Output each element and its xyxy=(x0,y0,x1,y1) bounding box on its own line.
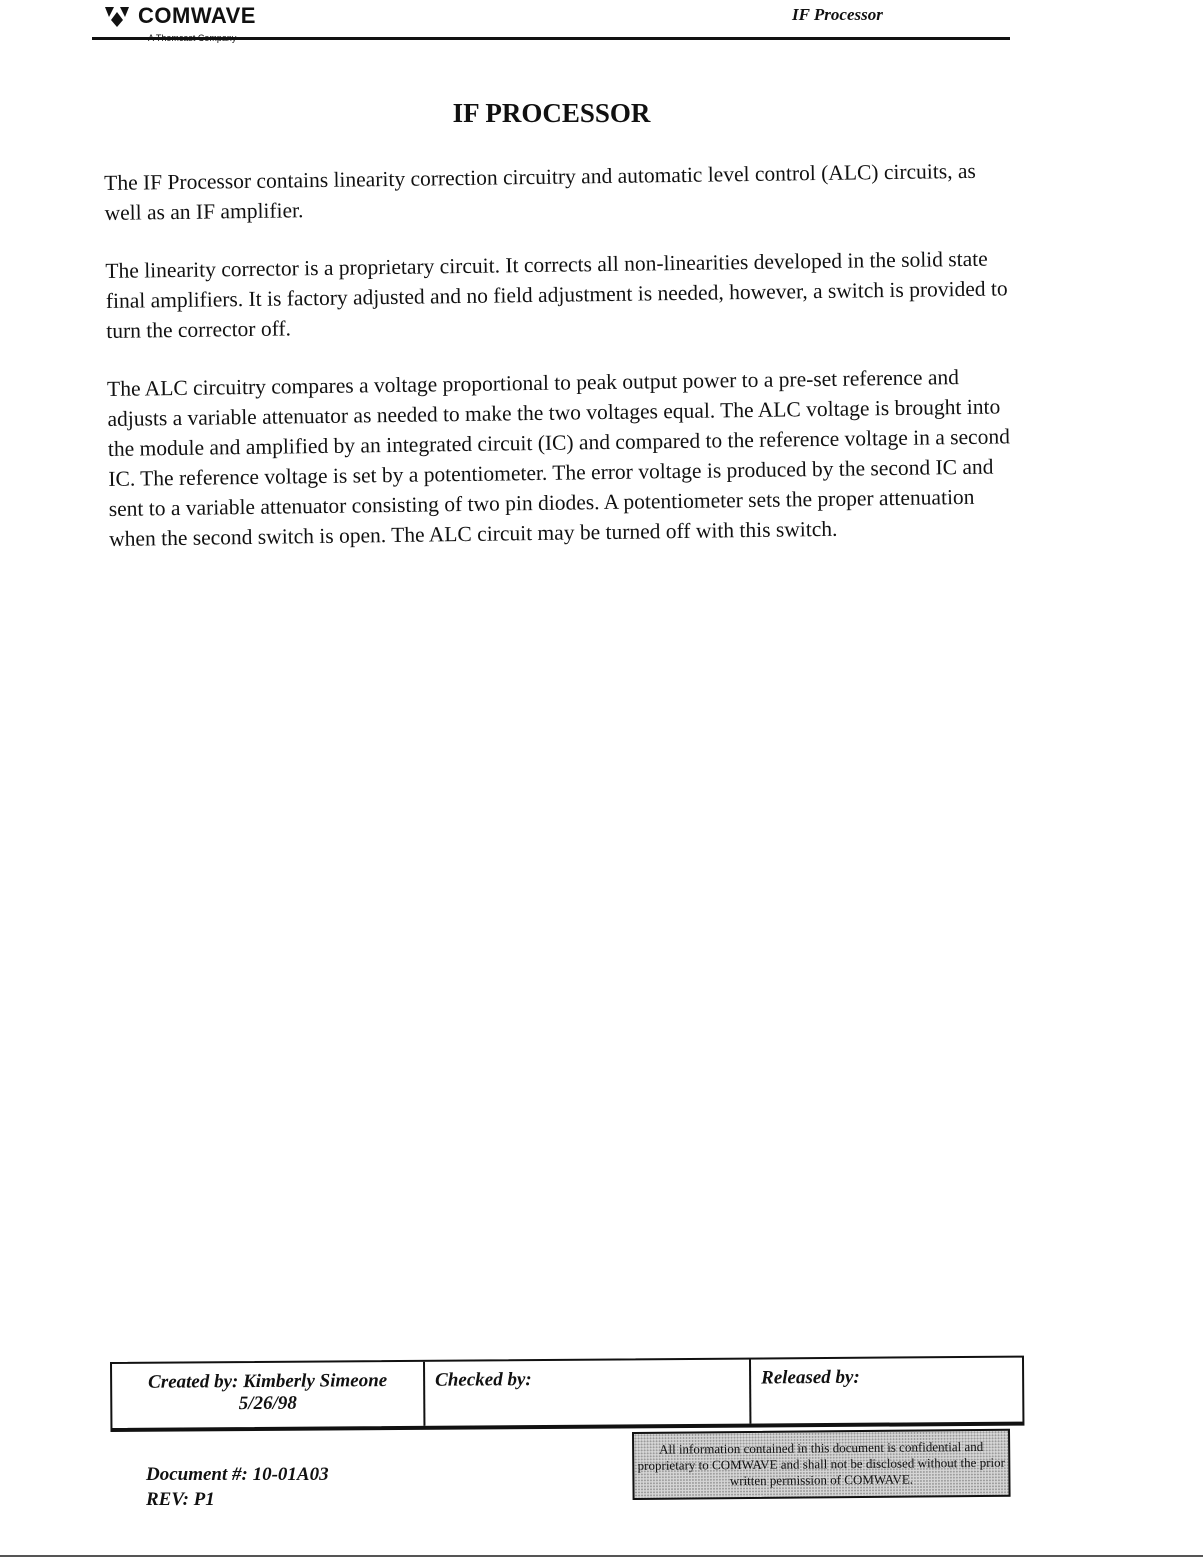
checked-by-cell xyxy=(425,1360,751,1426)
document-info xyxy=(146,1462,329,1512)
page-header xyxy=(92,0,1010,52)
paragraph-alc-circuitry: The ALC circuitry compares a voltage proportional to peak output power to a pre-set reference and adjusts a variable attenuator as needed to make the two voltages equal. The ALC voltage is brought into the module and amplified by an integrated circuit (IC) and compared to the reference voltage in a second IC. The reference voltage is set by a potentiometer. The error voltage is produced by the second IC and sent to a variable attenuator consisting of two pin diodes. A potentiometer sets the proper attenuation when the second switch is open. The ALC circuit may be turned off with this switch. xyxy=(106,365,1011,551)
company-name: COMWAVE xyxy=(138,3,256,28)
released-by-text: Released by: xyxy=(761,1366,860,1389)
signoff-table xyxy=(110,1356,1024,1432)
confidential-notice: All information contained in this document is confidential and proprietary to COMWAVE and shall not be disclosed without the prior written permission of COMWAVE. xyxy=(632,1429,1011,1500)
bottom-divider xyxy=(0,1555,1203,1557)
checked-by-text: Checked by: xyxy=(435,1369,532,1391)
document-number: Document #: 10-01A03 xyxy=(146,1464,329,1485)
page-title: IF PROCESSOR xyxy=(452,98,651,128)
header-section-title: IF Processor xyxy=(792,5,883,24)
header-divider xyxy=(92,37,1010,40)
document-body xyxy=(104,155,1020,582)
company-logo xyxy=(102,3,256,29)
released-by-cell xyxy=(751,1358,1022,1424)
created-date: 5/26/98 xyxy=(238,1392,297,1415)
created-by-text: Created by: Kimberly Simeone xyxy=(148,1370,388,1393)
comwave-logo-icon xyxy=(102,3,132,29)
created-by-cell xyxy=(112,1362,425,1428)
paragraph-linearity-corrector: The linearity corrector is a proprietary circuit. It corrects all non-linearities developed in the solid state final amplifiers. It is factory adjusted and no field adjustment is needed, however, a switch is provided to turn the corrector off. xyxy=(105,246,1008,343)
document-revision: REV: P1 xyxy=(146,1489,215,1510)
paragraph-intro: The IF Processor contains linearity correction circuitry and automatic level control (ALC) circuits, as well as an IF amplifier. xyxy=(104,158,976,225)
